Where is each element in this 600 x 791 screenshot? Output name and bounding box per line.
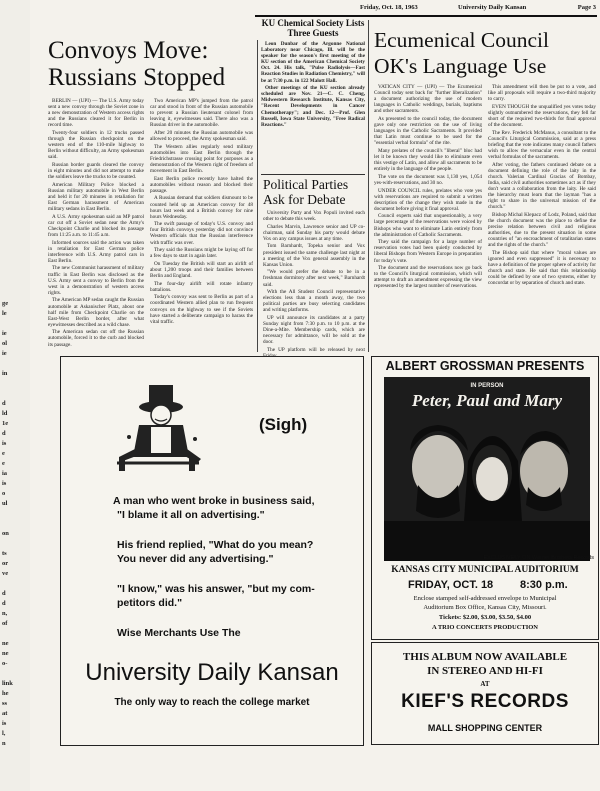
convoys-headline xyxy=(48,38,258,90)
ad-line-4: You never did any advertising." xyxy=(117,553,274,565)
concert-presenter: ALBERT GROSSMAN PRESENTS xyxy=(385,359,585,373)
masthead-page: Page 3 xyxy=(577,4,596,11)
convoys-paragraph: The American MP sedan caught the Russian automobile at Askanischer Platz, about one half mile from Checkpoint Charlie on the East-West Berlin border, after what eyewitnesses described as a wild chase. xyxy=(48,297,144,328)
convoys-paragraph: They said the Russians might be laying off for a few days to start in again later. xyxy=(150,247,253,260)
ecumenical-paragraph: The document and the reservations now go back to the Council's liturgical commission, which will attempt to draft an amendment expressing the view represented by the largest number of reservations. xyxy=(374,265,482,290)
chemical-society-headline: KU Chemical Society Lists Three Guests xyxy=(261,18,365,38)
gutter-fragment: is xyxy=(2,720,7,727)
convoys-paragraph: Informed sources said the action was taken in retaliation for East German police interference with U.S. Army patrol cars in East Berlin. xyxy=(48,239,144,264)
ecumenical-paragraph: Bishop Michal Klepacz of Lodz, Poland, said that the church document was the place to define the precise relation between civil and religious authorities, due to the present situation in some countries of "an encroachment of totalitarian states and the rights of the church." xyxy=(488,211,596,249)
ecumenical-paragraph: As presented to the council today, the document gave only one restriction on the use of living languages in the Catholic Sacraments. It provided that Latin must continue to be used for the "essential verbal formula" of the rite. xyxy=(374,115,482,147)
ecumenical-paragraph: EVEN THOUGH the unqualified yes votes today slightly outnumbered the reservations, they fell far short of the required two-thirds for final approval of the document. xyxy=(488,103,596,129)
kansan-advertisement xyxy=(60,356,364,746)
gutter-fragment: link xyxy=(2,680,13,687)
concert-mail-line-1: Enclose stamped self-addressed envelope to Municipal xyxy=(413,595,557,602)
records-line-1: THIS ALBUM NOW AVAILABLE xyxy=(402,651,568,663)
concert-production: A TRIO CONCERTS PRODUCTION xyxy=(431,624,538,631)
convoys-paragraph: Russian border guards cleared the convoy in eight minutes and did not attempt to make the soldiers leave the trucks to be counted. xyxy=(48,161,144,181)
kansan-ad-tagline: The only way to reach the college market xyxy=(114,697,310,708)
convoys-paragraph: Two American MP's jumped from the patrol car and stood in front of the Russian automobile to prevent a Russian lieutenant colonel from leaving it, eyewitnesses said. There also was a Russian driver in the automobile. xyxy=(150,98,253,129)
gutter-fragment: he xyxy=(2,690,9,697)
in-person-label: IN PERSON xyxy=(470,383,504,389)
convoys-paragraph: The four-day airlift will rotate infantry battalions. xyxy=(150,280,253,293)
gutter-fragment: ne xyxy=(2,650,9,657)
records-store-name: KIEF'S RECORDS xyxy=(401,691,569,712)
convoys-column-1 xyxy=(48,98,144,350)
concert-photo xyxy=(384,377,590,555)
gutter-fragment: ie xyxy=(2,350,7,357)
gutter-fragment: or xyxy=(2,560,9,567)
political-parties-paragraph: The UP platform will be released by next xyxy=(267,346,365,353)
masthead-rule xyxy=(255,15,597,17)
convoys-paragraph: The swift passage of today's U.S. convoy and four British convoys yesterday did not convince Western officials that the Russian interference with traffic was over. xyxy=(150,221,253,246)
concert-tickets: Tickets: $2.00, $3.00, $3.50, $4.00 xyxy=(438,614,532,621)
records-at: AT xyxy=(480,680,490,688)
chemical-society-body xyxy=(261,41,365,128)
gutter-fragment: on xyxy=(2,530,9,537)
masthead-date: Friday, Oct. 18, 1963 xyxy=(360,4,418,11)
gutter-fragment: is xyxy=(2,440,7,447)
political-parties-body xyxy=(263,210,365,354)
ad-line-2: "I blame it all on advertising." xyxy=(117,509,265,521)
gutter-fragment: d xyxy=(2,600,6,607)
convoys-paragraph: After 20 minutes the Russian automobile was allowed to proceed, the Army spokesman said. xyxy=(150,129,253,143)
masthead xyxy=(360,4,596,14)
gutter-fragment: ol xyxy=(2,340,8,347)
concert-date: FRIDAY, OCT. 18 xyxy=(408,579,494,591)
ecumenical-paragraph: UNDER COUNCIL rules, prelates who vote yes with reservations are required to submit a written description of the change they wish made in the document before giving it final approval. xyxy=(374,187,482,212)
chemical-society-paragraph: Other meetings of the KU section already scheduled are Nov. 21—C. C. Cheng, Midwestern Research Institute, Kansas City, "Recent Developments in Cancer Chemotherapy"; and Dec. 12—Prof. Glen Russell, Iowa State University, "Free Radical Reactions." xyxy=(261,85,365,128)
gutter-fragment: of xyxy=(2,620,8,627)
ecumenical-paragraph: After voting, the fathers continued debate on a document defining the role of the laity in the church. Valerian Cardinal Gracias of Bombay, India, said civil authorities sometimes act as if they don't want a collaboration from the laity. He said the hierarchy must learn that the layman "has a right to share in the universal mission of the church." xyxy=(488,161,596,211)
gutter-fragment: in xyxy=(2,370,8,377)
political-headline-line2: Ask for Debate xyxy=(263,191,346,207)
ad-line-7: Wise Merchants Use The xyxy=(117,627,241,639)
ad-line-3: His friend replied, "What do you mean? xyxy=(117,539,314,551)
performers-photo xyxy=(384,411,590,561)
gutter-fragment: n, xyxy=(2,610,8,617)
chemical-society-story xyxy=(261,18,365,172)
gutter-fragment: ul xyxy=(2,500,8,507)
convoys-paragraph: East Berlin police recently have halted the automobiles without reason and blocked their passage. xyxy=(150,175,253,194)
gutter-fragment: le xyxy=(2,310,7,317)
political-parties-paragraph: With the All Student Council representative elections less than a month away, the two political parties are busy selecting candidates and writing platforms. xyxy=(263,289,365,314)
convoys-paragraph: The American sedan cut off the Russian automobile, forced it to the curb and blocked its passage. xyxy=(48,329,144,348)
convoys-paragraph: The new Communist harassment of military traffic in East Berlin was disclosed as the U.S. Army sent a convoy to Berlin from the west in a demonstration of western access rights. xyxy=(48,265,144,296)
concert-photo-credit: EXCLUSIVELY ON Warner Brothers Records xyxy=(483,555,594,561)
concert-act-name: Peter, Paul and Mary xyxy=(411,391,563,410)
ecumenical-paragraph: The Bishop said that where "moral values are ignored and even suppressed" it is necessary to have a definition of the proper sphere of activity for church and state. He said that this relationship could be defined by one of two systems, either by concordat or by separation of church and state. xyxy=(488,249,596,287)
gutter-fragment: d xyxy=(2,590,6,597)
chemical-society-paragraph: Leon Dunbar of the Argonne National Laboratory near Chicago, Ill. will be the speaker for the season's first meeting of the KU section of the American Chemical Society Oct. 24. His talk, "Pulse Radiolysis—Fast Reaction Studies in Radiation Chemistry," will be at 7:30 p.m. in 122 Malott Hall. xyxy=(261,41,365,84)
ecumenical-paragraph: This amendment will then be put to a vote, and like all proposals will require a two-third majority to carry. xyxy=(488,84,596,103)
concert-time: 8:30 p.m. xyxy=(520,579,568,591)
ecumenical-paragraph: The Rev. Frederick McManus, a consultant to the Council's Liturgical Commission, said at a press briefing that the vote indicates many council fathers wish to allow the vernacular even in the central verbal formulas of the sacraments. xyxy=(488,129,596,161)
convoys-paragraph: Today's convoy was sent to Berlin as part of a coordinated Western allied plan to run frequent convoys on the highway to see if the Soviets have started a deliberate campaign to harass the vital traffic. xyxy=(150,294,253,325)
newspaper-page xyxy=(30,0,600,791)
concert-mail-line-2: Auditorium Box Office, Kansas City, Missouri. xyxy=(423,604,547,611)
ad-line-5: "I know," was his answer, "but my com- xyxy=(117,583,315,595)
political-parties-paragraph: Charles Marvin, Lawrence senior and UP co-chairman, said Sunday his party would debate Vox on any campus issues at any time. xyxy=(263,223,365,242)
political-parties-paragraph: Tom Barnhardt, Topeka senior and Vox president issued the same challenge last night at a meeting of the Vox general assembly in the Kansas Union. xyxy=(263,243,365,268)
ecumenical-paragraph: Council experts said that unquestionably, a very large percentage of the reservations were voiced by Bishops who want to eliminate Latin entirely from the administration of Catholic Sacraments. xyxy=(374,213,482,238)
ecumenical-headline xyxy=(374,30,598,77)
gutter-fragment: ia xyxy=(2,470,8,477)
political-parties-paragraph: "We would prefer the debate to be in a freshman dormitory after next week," Barnhardt said. xyxy=(263,269,365,288)
convoys-headline-line2: Russians Stopped xyxy=(48,64,226,91)
gutter-fragment: n xyxy=(2,740,6,747)
gutter-fragment: o xyxy=(2,490,6,497)
convoys-column-2 xyxy=(150,98,253,350)
gutter-fragment: l, xyxy=(2,730,6,737)
gutter-fragment: e xyxy=(2,460,5,467)
records-line-2: IN STEREO AND HI-FI xyxy=(427,665,543,677)
sigh-label: (Sigh) xyxy=(259,415,308,434)
gutter-fragment: ge xyxy=(2,300,9,307)
story-separator xyxy=(261,174,365,175)
gutter-fragment: d xyxy=(2,430,6,437)
political-parties-headline xyxy=(263,178,367,206)
masthead-paper: University Daily Kansan xyxy=(458,4,527,11)
ecumenical-column-2 xyxy=(488,84,596,350)
ad-line-1: A man who went broke in business said, xyxy=(113,495,315,507)
gutter-fragment: ve xyxy=(2,570,9,577)
gutter-fragment: ie xyxy=(2,330,7,337)
convoys-paragraph: A U.S. Army spokesman said an MP patrol car cut off a Soviet sedan near the Army's Checkpoint Charlie and blocked its passage from 11:25 a.m. to 11:45 a.m. xyxy=(48,213,144,238)
gutter-fragment: o- xyxy=(2,660,8,667)
ecumenical-paragraph: VATICAN CITY — (UPI) — The Ecumenical Council today sent back for "further liberalization" a document authorizing the use of modern languages in Catholic weddings, burials, baptisms and other sacraments. xyxy=(374,84,482,115)
kansan-ad-title: University Daily Kansan xyxy=(85,659,339,686)
convoys-paragraph: The Western allies regularly send military automobiles into East Berlin through the Friedrichstrasse crossing point for purposes as a demonstration of the Western right of freedom of movement in East Berlin. xyxy=(150,143,253,175)
ad-line-6: petitors did." xyxy=(117,597,183,609)
records-advertisement xyxy=(371,642,599,745)
concert-venue: KANSAS CITY MUNICIPAL AUDITORIUM xyxy=(391,565,579,575)
ecumenical-paragraph: Many prelates of the council's "liberal" bloc had let it be known they would like to eliminate even this vestige of Latin, and allow all sacraments to be entirely in the language of the people. xyxy=(374,147,482,173)
political-parties-paragraph: University Party and Vox Populi invited each other to debate this week. xyxy=(263,210,365,223)
gutter-fragment: ld xyxy=(2,410,8,417)
records-location: MALL SHOPPING CENTER xyxy=(427,723,543,733)
ecumenical-headline-line1: Ecumenical Council xyxy=(374,28,549,52)
concert-advertisement xyxy=(371,356,599,640)
ecumenical-headline-line2: OK's Language Use xyxy=(374,53,547,78)
gutter-fragment: at xyxy=(2,710,8,717)
convoys-paragraph: Twenty-four soldiers in 12 trucks passed through the Russian checkpoint on the western end of the 110-mile highway to Berlin without difficulty, an Army spokesman said. xyxy=(48,129,144,161)
gutter-fragment: 1e xyxy=(2,420,9,427)
broke-businessman-illustration xyxy=(99,377,209,473)
ecumenical-column-1 xyxy=(374,84,482,350)
adjacent-page-gutter xyxy=(0,0,30,791)
political-parties-paragraph: UP will announce its candidates at a party Sunday night from 7:30 p.m. to 10 p.m. at the Dine-a-Mite. Membership cards, which are necessary for admittance, will be sold at the door. xyxy=(263,315,365,346)
ecumenical-paragraph: They said the campaign for a large number of reservation votes had been quietly conducted by liberal Bishops from Western Europe in preparation for today's vote. xyxy=(374,239,482,264)
column-rule xyxy=(368,20,369,352)
column-rule xyxy=(257,40,258,352)
gutter-fragment: ts xyxy=(2,550,7,557)
convoys-paragraph: American Military Police blocked a Russian military automobile in West Berlin and held it for 20 minutes in retaliation for East German harassment of American military sedans in East Berlin. xyxy=(48,181,144,213)
convoys-headline-line1: Convoys Move: xyxy=(48,37,209,64)
gutter-fragment: d xyxy=(2,400,6,407)
convoys-paragraph: On Tuesday the British will start an airlift of about 1,200 troops and their families between Berlin and England. xyxy=(150,260,253,280)
convoys-paragraph: A Russian demand that soldiers dismount to be counted held up an American convoy for 48 hours last week and a British convoy for nine hours Wednesday. xyxy=(150,195,253,220)
ecumenical-paragraph: The vote on the document was 1,130 yes, 1,054 yes-with-reservations, and 30 no. xyxy=(374,173,482,186)
gutter-fragment: is xyxy=(2,480,7,487)
convoys-paragraph: BERLIN — (UPI) — The U.S. Army today sent a new convoy through the Soviet zone in a new demonstration of Western access rights and the Russians cleared it for Berlin in record time. xyxy=(48,98,144,129)
political-headline-line1: Political Parties xyxy=(263,177,349,192)
gutter-fragment: e xyxy=(2,450,5,457)
gutter-fragment: ss xyxy=(2,700,8,707)
gutter-fragment: ne xyxy=(2,640,9,647)
